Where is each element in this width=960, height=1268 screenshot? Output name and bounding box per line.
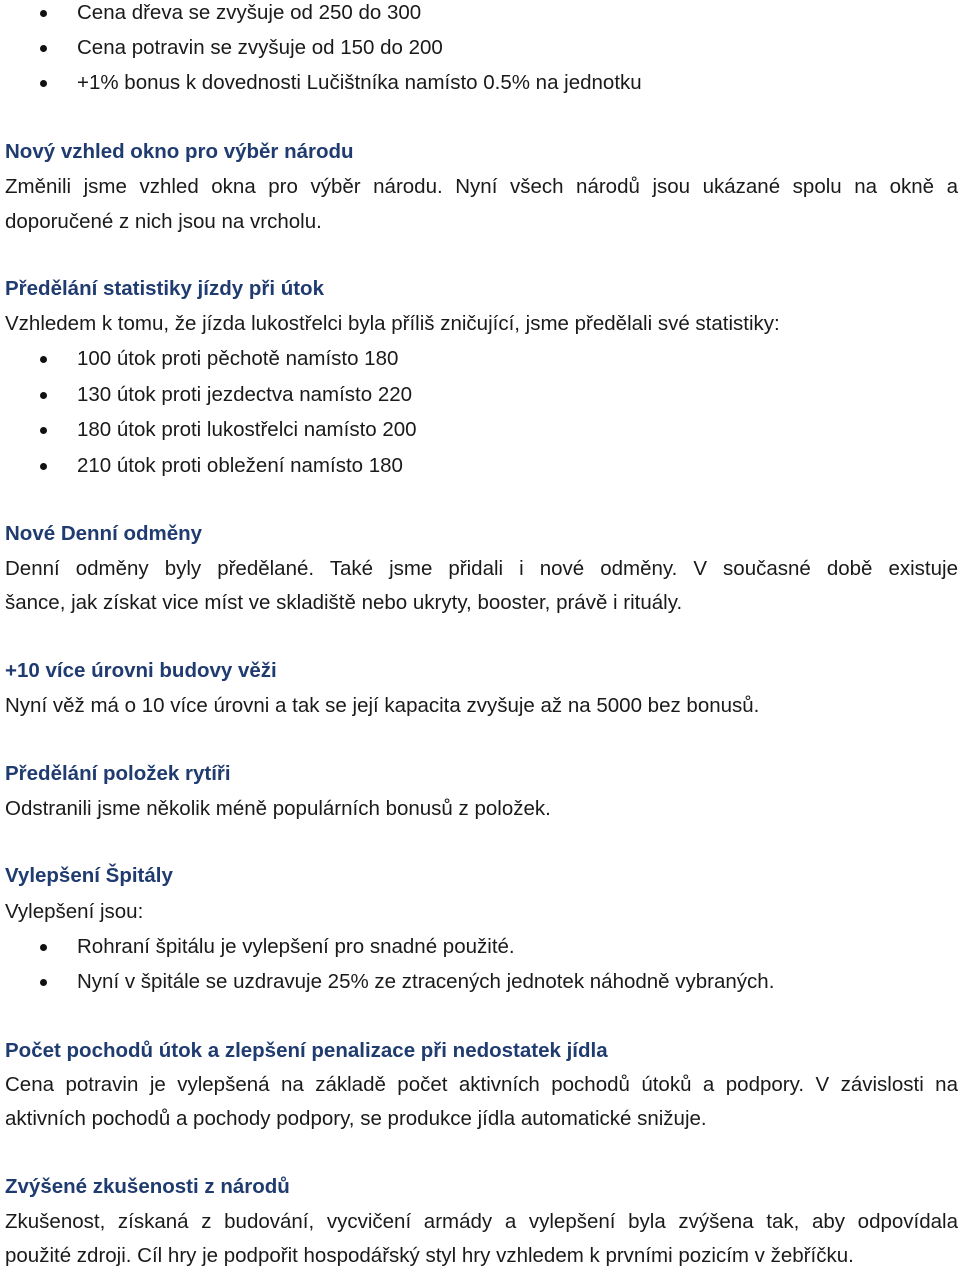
paragraph-line: Zkušenost, získaná z budování, vycvičení armády a vylepšení byla zvýšena tak, aby odpovídala [5, 1210, 958, 1233]
paragraph-line: doporučené z nich jsou na vrcholu. [5, 210, 322, 233]
section-heading-daily-rewards: Nové Denní odměny [5, 522, 203, 545]
section-heading-nation-xp: Zvýšené zkušenosti z národů [5, 1175, 290, 1198]
paragraph-line: šance, jak získat vice míst ve skladiště nebo ukryty, booster, právě i rituály. [5, 591, 683, 614]
paragraph-line: Nyní věž má o 10 více úrovni a tak se její kapacita zvyšuje až na 5000 bez bonusů. [5, 694, 760, 717]
section-heading-hospital: Vylepšení Špitály [5, 864, 173, 887]
section-heading-food-penalty: Počet pochodů útok a zlepšení penalizace při nedostatek jídla [5, 1039, 608, 1062]
paragraph-line: aktivních pochodů a pochody podpory, se produkce jídla automatické snižuje. [5, 1107, 707, 1130]
list-item: 130 útok proti jezdectva namísto 220 [77, 383, 413, 406]
section-heading-nation-window: Nový vzhled okno pro výběr národu [5, 140, 354, 163]
bullet-dot-icon [40, 979, 47, 986]
list-item: +1% bonus k dovednosti Lučištníka namísto 0.5% na jednotku [77, 71, 642, 94]
bullet-dot-icon [40, 356, 47, 363]
bullet-dot-icon [40, 80, 47, 87]
list-item: Rohraní špitálu je vylepšení pro snadné použité. [77, 935, 515, 958]
bullet-dot-icon [40, 944, 47, 951]
bullet-dot-icon [40, 10, 47, 17]
paragraph-line: Cena potravin je vylepšená na základě počet aktivních pochodů útoků a podpory. V závislosti na [5, 1073, 958, 1096]
bullet-dot-icon [40, 45, 47, 52]
bullet-dot-icon [40, 392, 47, 399]
list-item: 180 útok proti lukostřelci namísto 200 [77, 418, 417, 441]
paragraph-line: Vylepšení jsou: [5, 900, 144, 923]
paragraph-line: Denní odměny byly předělané. Také jsme přidali i nové odměny. V současné době existuje [5, 557, 958, 580]
list-item: Cena potravin se zvyšuje od 150 do 200 [77, 36, 443, 59]
section-heading-tower-levels: +10 více úrovni budovy věži [5, 659, 277, 682]
list-item: Cena dřeva se zvyšuje od 250 do 300 [77, 1, 422, 24]
paragraph-line: Změnili jsme vzhled okna pro výběr národu. Nyní všech národů jsou ukázané spolu na okně a [5, 175, 958, 198]
paragraph-line: použité zdroji. Cíl hry je podpořit hospodářský styl hry vzhledem k prvními pozicím v žebříčku. [5, 1244, 854, 1267]
list-item: 210 útok proti obležení namísto 180 [77, 454, 403, 477]
paragraph-line: Vzhledem k tomu, že jízda lukostřelci byla příliš zničující, jsme předělali své statistiky: [5, 312, 780, 335]
list-item: 100 útok proti pěchotě namísto 180 [77, 347, 399, 370]
paragraph-line: Odstranili jsme několik méně populárních bonusů z položek. [5, 797, 551, 820]
section-heading-knight-items: Předělání položek rytíři [5, 762, 231, 785]
list-item: Nyní v špitále se uzdravuje 25% ze ztracených jednotek náhodně vybraných. [77, 970, 775, 993]
bullet-dot-icon [40, 427, 47, 434]
bullet-dot-icon [40, 463, 47, 470]
section-heading-cavalry-stats: Předělání statistiky jízdy při útok [5, 277, 324, 300]
